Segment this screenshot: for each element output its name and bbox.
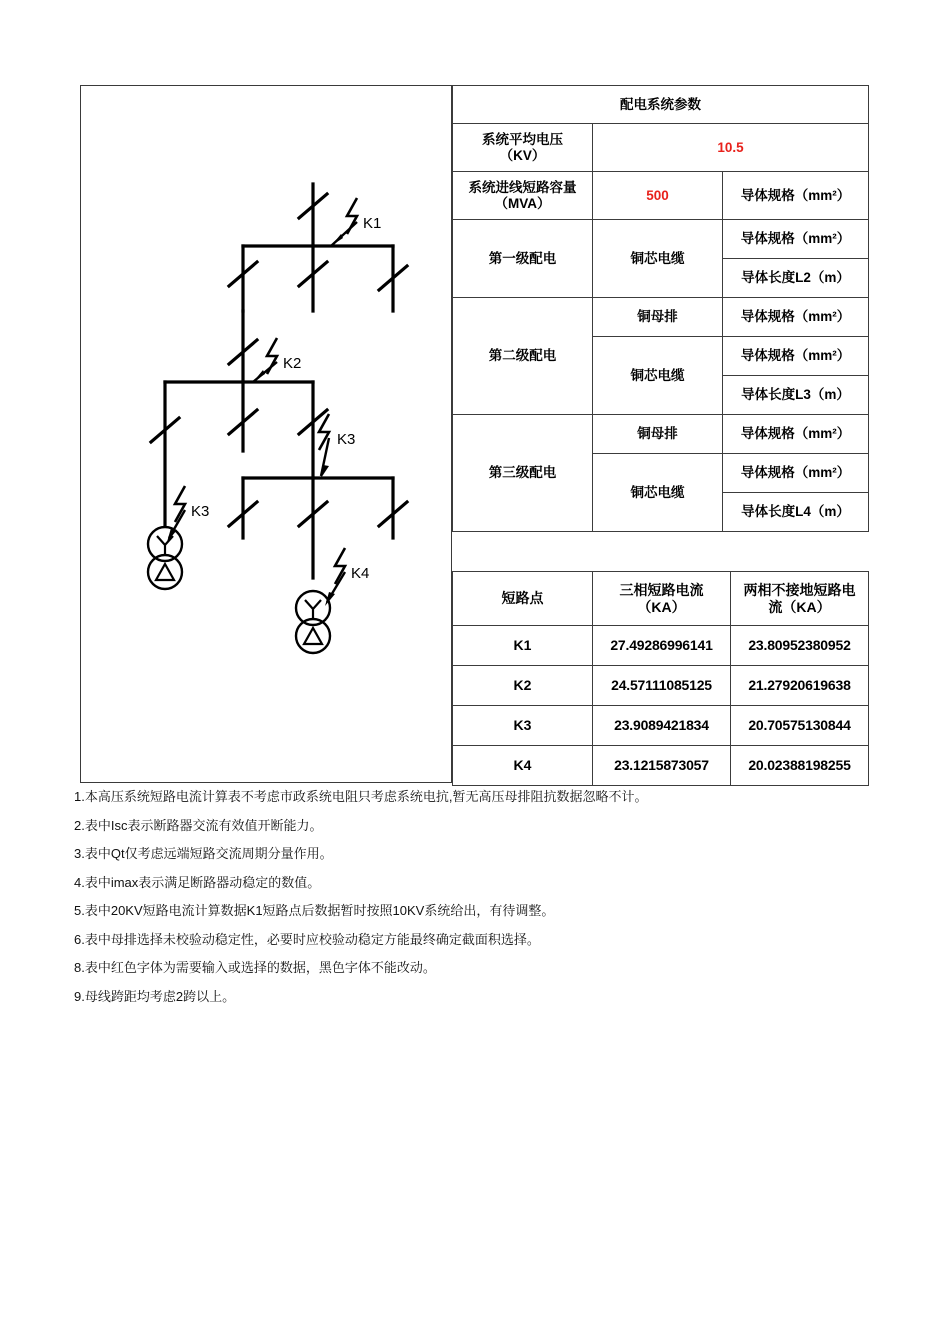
fault-marker-k4 <box>325 548 369 606</box>
table-row-title <box>453 86 869 124</box>
fault-label-k3-right: K3 <box>337 431 356 448</box>
spec-level3-length: 导体长度L4（m） <box>723 493 869 532</box>
label-line-1: 系统平均电压 <box>482 131 563 147</box>
spec-level1-length: 导体长度L2（m） <box>723 259 869 298</box>
single-line-diagram <box>81 86 453 784</box>
note-item: 1.本高压系统短路电流计算表不考虑市政系统电阻只考虑系统电抗,暂无高压母排阻抗数据忽略不计。 <box>74 789 648 804</box>
three-phase-current-k1: 27.49286996141 <box>593 626 731 666</box>
short-circuit-current-table <box>452 571 869 786</box>
note-item: 5.表中20KV短路电流计算数据K1短路点后数据暂时按照10KV系统给出，有待调整。 <box>74 903 555 919</box>
value-average-voltage[interactable]: 10.5 <box>593 124 869 172</box>
fault-marker-k2 <box>253 338 301 382</box>
table-row <box>453 746 869 786</box>
three-phase-current-k4: 23.1215873057 <box>593 746 731 786</box>
row-label-level-3: 第三级配电 <box>453 415 593 532</box>
wye-symbol-icon <box>305 600 321 619</box>
delta-symbol-icon <box>156 564 174 580</box>
fault-point-k4: K4 <box>453 746 593 786</box>
value-level3-conductor-type[interactable]: 铜芯电缆 <box>593 454 723 532</box>
column-header-fault-point: 短路点 <box>453 572 593 626</box>
note-item: 2.表中Isc表示断路器交流有效值开断能力。 <box>74 817 323 833</box>
notes-list <box>74 788 934 1016</box>
row-label-incoming-capacity <box>453 172 593 220</box>
fault-label-k3-left: K3 <box>191 503 210 520</box>
spec-level3-busbar: 导体规格（mm²） <box>723 415 869 454</box>
spec-level2-conductor: 导体规格（mm²） <box>723 337 869 376</box>
table-row-capacity <box>453 172 869 220</box>
note-item: 9.母线跨距均考虑2跨以上。 <box>74 988 236 1004</box>
spec-capacity-conductor: 导体规格（mm²） <box>723 172 869 220</box>
two-phase-current-k2: 21.27920619638 <box>731 666 869 706</box>
fault-marker-k3-right <box>319 414 355 478</box>
note-item: 3.表中Qt仅考虑远端短路交流周期分量作用。 <box>74 846 333 862</box>
params-table-title: 配电系统参数 <box>453 86 869 124</box>
header-line-2: （KA） <box>637 598 686 615</box>
spec-level3-conductor: 导体规格（mm²） <box>723 454 869 493</box>
header-line-2: 流（KA） <box>768 598 831 615</box>
value-level1-conductor-type[interactable]: 铜芯电缆 <box>593 220 723 298</box>
fault-point-k1: K1 <box>453 626 593 666</box>
transformer-left <box>148 527 182 589</box>
table-row <box>453 666 869 706</box>
row-label-level-1: 第一级配电 <box>453 220 593 298</box>
distribution-parameters-table <box>452 85 869 532</box>
three-phase-current-k2: 24.57111085125 <box>593 666 731 706</box>
value-incoming-capacity[interactable]: 500 <box>593 172 723 220</box>
label-line-1: 系统进线短路容量 <box>468 179 577 195</box>
spec-level1-conductor: 导体规格（mm²） <box>723 220 869 259</box>
header-line-1: 三相短路电流 <box>619 581 704 598</box>
arrowhead-icon <box>253 370 265 382</box>
note-item: 6.表中母排选择未校验动稳定性，必要时应校验动稳定方能最终确定截面积选择。 <box>74 931 540 947</box>
column-header-two-phase-current <box>731 572 869 626</box>
fault-label-k1: K1 <box>363 215 382 232</box>
value-level3-busbar-type[interactable]: 铜母排 <box>593 415 723 454</box>
table-row-voltage <box>453 124 869 172</box>
single-line-diagram-panel <box>80 85 452 783</box>
wye-symbol-icon <box>157 536 173 555</box>
note-item: 8.表中红色字体为需要输入或选择的数据，黑色字体不能改动。 <box>74 960 436 976</box>
value-level2-conductor-type[interactable]: 铜芯电缆 <box>593 337 723 415</box>
value-level2-busbar-type[interactable]: 铜母排 <box>593 298 723 337</box>
table-header-row <box>453 572 869 626</box>
fault-marker-k1 <box>331 198 381 246</box>
disconnector-group <box>151 194 407 526</box>
table-row <box>453 706 869 746</box>
label-line-2: （MVA） <box>494 195 551 211</box>
two-phase-current-k3: 20.70575130844 <box>731 706 869 746</box>
fault-point-k2: K2 <box>453 666 593 706</box>
spec-level2-busbar: 导体规格（mm²） <box>723 298 869 337</box>
two-phase-current-k1: 23.80952380952 <box>731 626 869 666</box>
three-phase-current-k3: 23.9089421834 <box>593 706 731 746</box>
spec-level2-length: 导体长度L3（m） <box>723 376 869 415</box>
label-line-2: （KV） <box>499 147 546 163</box>
fault-marker-k3-left <box>167 486 209 542</box>
fault-point-k3: K3 <box>453 706 593 746</box>
transformer-middle <box>296 591 330 653</box>
column-header-three-phase-current <box>593 572 731 626</box>
note-item: 4.表中imax表示满足断路器动稳定的数值。 <box>74 874 321 890</box>
arrowhead-icon <box>331 234 343 246</box>
table-row-level3-a <box>453 415 869 454</box>
header-line-1: 两相不接地短路电 <box>743 581 856 598</box>
row-label-level-2: 第二级配电 <box>453 298 593 415</box>
fault-label-k4: K4 <box>351 565 370 582</box>
table-row <box>453 626 869 666</box>
row-label-average-voltage <box>453 124 593 172</box>
table-row-level2-a <box>453 298 869 337</box>
table-row-level1-a <box>453 220 869 259</box>
two-phase-current-k4: 20.02388198255 <box>731 746 869 786</box>
delta-symbol-icon <box>304 628 322 644</box>
fault-label-k2: K2 <box>283 355 302 372</box>
